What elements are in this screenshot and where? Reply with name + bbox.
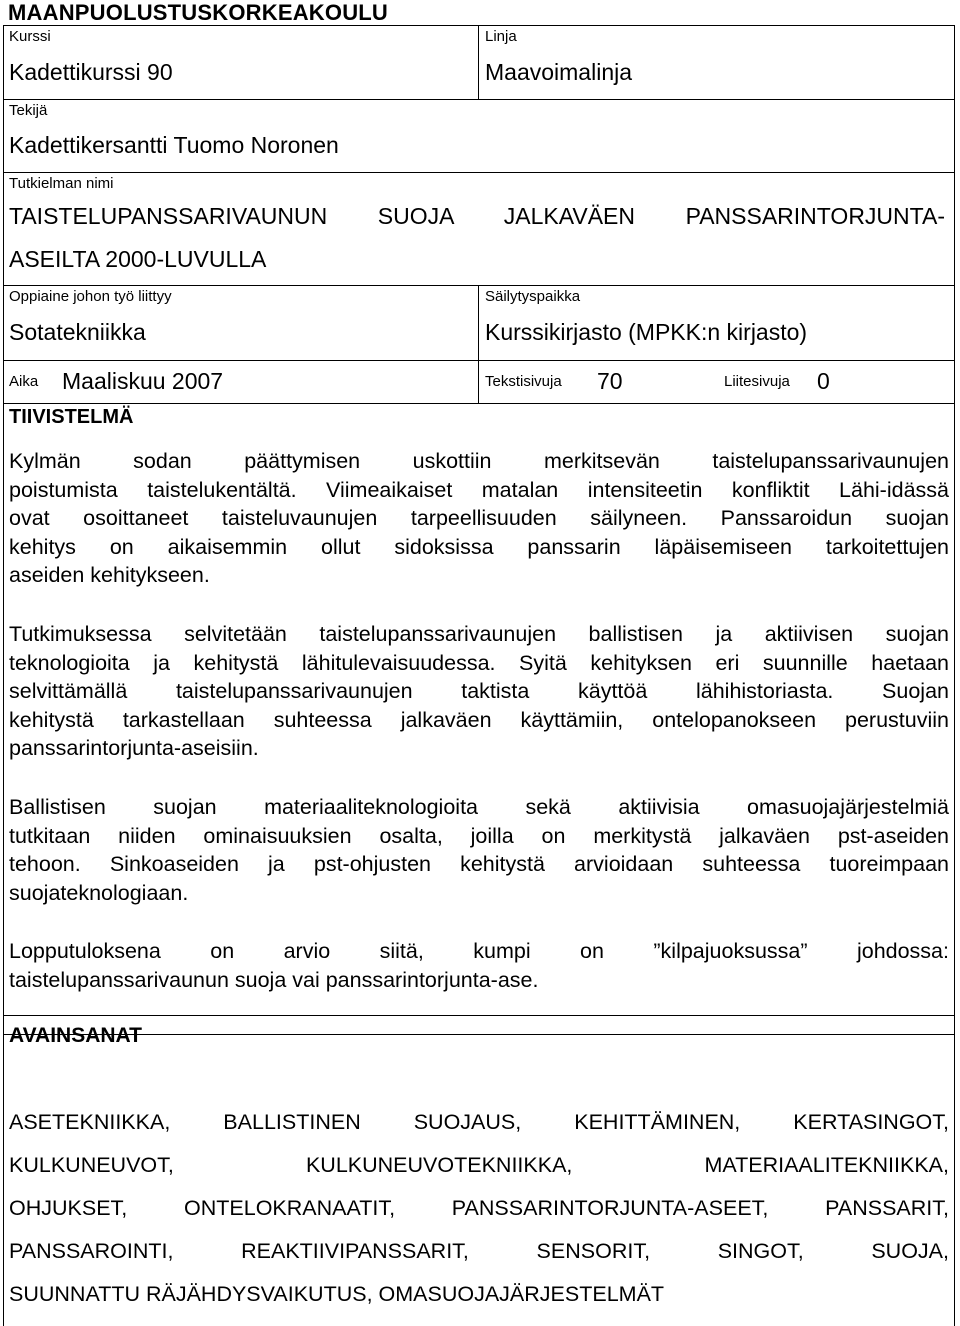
abstract-paragraph-3 (9, 793, 949, 907)
storage-label: Säilytyspaikka (485, 288, 581, 305)
row-author (4, 100, 954, 173)
row-subject-storage (4, 286, 954, 361)
info-table (3, 25, 955, 1035)
thesis-title-line1: TAISTELUPANSSARIVAUNUN SUOJA JALKAVÄEN PANSSARINTORJUNTA- (9, 203, 945, 229)
row-thesis-title (4, 173, 954, 286)
abstract-p4-line: Lopputuloksena on arvio siitä, kumpi on ”kilpajuoksussa” johdossa: (9, 939, 949, 963)
abstract-p3-line: Ballistisen suojan materiaaliteknologioita sekä aktiivisia omasuojajärjestelmiä (9, 795, 949, 819)
author-label: Tekijä (9, 102, 48, 119)
keywords-section (3, 1015, 955, 1326)
keywords-list (9, 1101, 949, 1316)
course-label: Kurssi (9, 28, 51, 45)
line-label: Linja (485, 28, 517, 45)
thesis-title-line2: ASEILTA 2000-LUVULLA (9, 246, 267, 272)
text-pages-label: Tekstisivuja (485, 373, 562, 390)
author-value: Kadettikersantti Tuomo Noronen (9, 132, 339, 158)
abstract-p1-line: aseiden kehitykseen. (9, 563, 210, 587)
abstract-p1-line: poistumista taistelukentältä. Viimeaikaiset matalan intensiteetin konfliktit Lähi-idässä (9, 477, 949, 502)
abstract-p2-line: Tutkimuksessa selvitetään taistelupanssarivaunujen ballistisen ja aktiivisen suojan (9, 622, 949, 646)
abstract-p2-line: kehitystä tarkastellaan suhteessa jalkaväen käyttämiin, ontelopanokseen perustuviin (9, 707, 949, 732)
abstract-p1-line: Kylmän sodan päättymisen uskottiin merkitsevän taistelupanssarivaunujen (9, 449, 949, 473)
abstract-p3-line: tehoon. Sinkoaseiden ja pst-ohjusten kehitystä arvioidaan suhteessa tuoreimpaan (9, 852, 949, 876)
abstract-paragraph-1 (9, 447, 949, 590)
date-value: Maaliskuu 2007 (62, 368, 224, 394)
appendix-pages-label: Liitesivuja (724, 373, 790, 390)
abstract-paragraph-2 (9, 620, 949, 763)
line-value: Maavoimalinja (485, 59, 633, 85)
row-course-line (4, 26, 954, 100)
abstract-p3-line: suojateknologiaan. (9, 880, 189, 905)
keywords-line: KULKUNEUVOT, KULKUNEUVOTEKNIIKKA, MATERIAALITEKNIIKKA, (9, 1153, 949, 1177)
keywords-heading: AVAINSANAT (9, 1024, 142, 1047)
keywords-line: ASETEKNIIKKA, BALLISTINEN SUOJAUS, KEHITTÄMINEN, KERTASINGOT, (9, 1110, 949, 1134)
row-abstract (4, 404, 954, 1034)
subject-label: Oppiaine johon työ liittyy (9, 288, 172, 305)
abstract-heading: TIIVISTELMÄ (9, 406, 134, 428)
abstract-p1-line: ovat osoittaneet taisteluvaunujen tarpeellisuuden säilyneen. Panssaroidun suojan (9, 506, 949, 530)
keywords-line: PANSSAROINTI, REAKTIIVIPANSSARIT, SENSORIT, SINGOT, SUOJA, (9, 1239, 949, 1263)
abstract-p4-line: taistelupanssarivaunun suoja vai panssarintorjunta-ase. (9, 967, 539, 992)
abstract-p2-line: selvittämällä taistelupanssarivaunujen taktista käyttöä lähihistoriasta. Suojan (9, 679, 949, 703)
university-name: MAANPUOLUSTUSKORKEAKOULU (8, 0, 389, 25)
abstract-p2-line: teknologioita ja kehitystä lähitulevaisuudessa. Syitä kehityksen eri suunnille haetaan (9, 650, 949, 675)
text-pages-value: 70 (597, 368, 623, 394)
subject-value: Sotatekniikka (9, 319, 146, 345)
date-label: Aika (9, 373, 39, 390)
thesis-label: Tutkielman nimi (9, 175, 114, 192)
abstract-p2-line: panssarintorjunta-aseisiin. (9, 736, 259, 760)
course-value: Kadettikurssi 90 (9, 59, 173, 85)
row-date-pages (4, 361, 954, 404)
abstract-p1-line: kehitys on aikaisemmin ollut sidoksissa panssarin läpäisemiseen tarkoitettujen (9, 534, 949, 559)
abstract-paragraph-4 (9, 937, 949, 994)
keywords-line: OHJUKSET, ONTELOKRANAATIT, PANSSARINTORJUNTA-ASEET, PANSSARIT, (9, 1196, 949, 1220)
abstract-p3-line: tutkitaan niiden ominaisuuksien osalta, joilla on merkitystä jalkaväen pst-aseiden (9, 823, 949, 848)
storage-value: Kurssikirjasto (MPKK:n kirjasto) (485, 319, 808, 345)
appendix-pages-value: 0 (817, 368, 830, 394)
keywords-line: SUUNNATTU RÄJÄHDYSVAIKUTUS, OMASUOJAJÄRJESTELMÄT (9, 1282, 665, 1306)
